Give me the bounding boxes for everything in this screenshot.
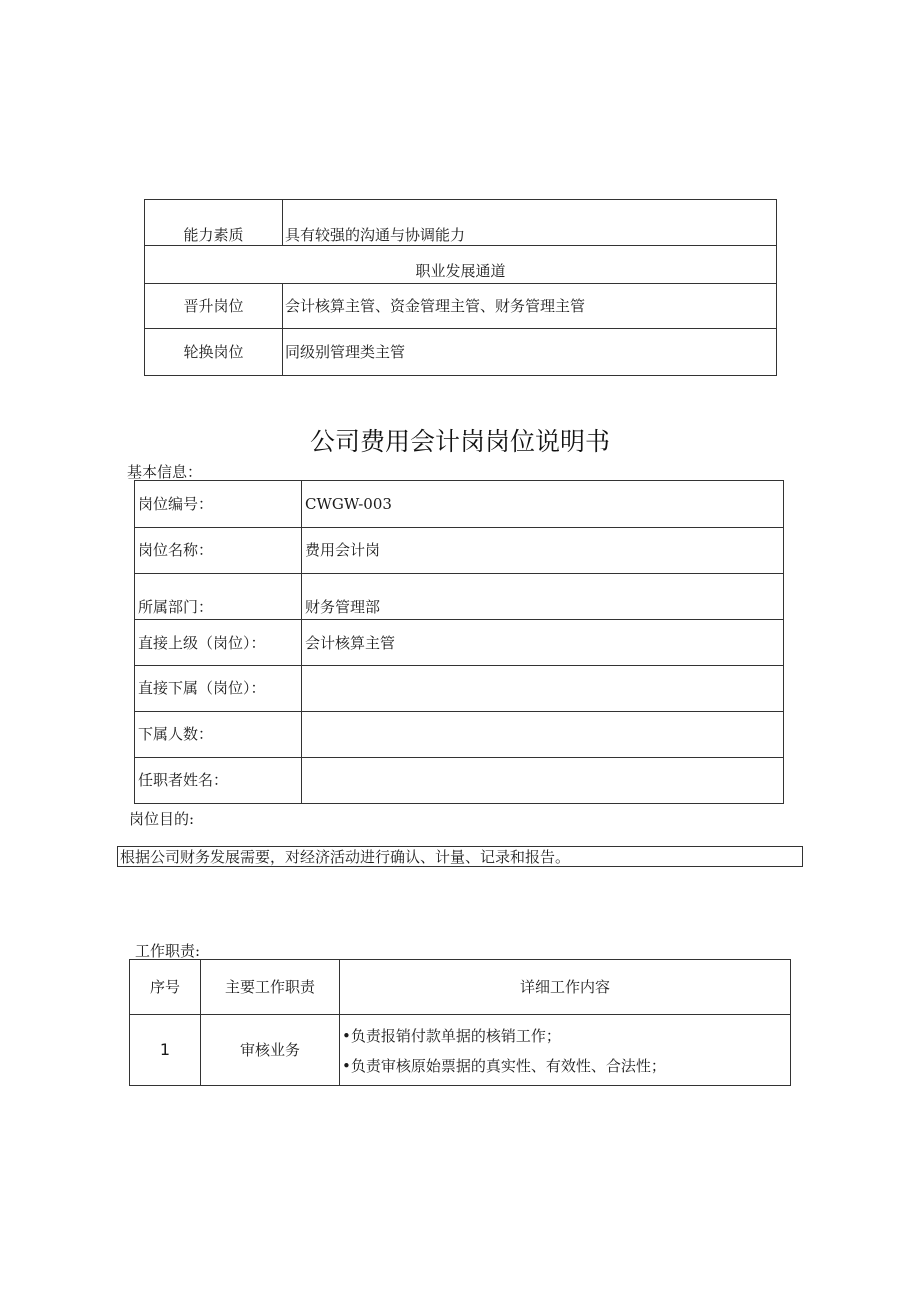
page-title: 公司费用会计岗岗位说明书 (309, 427, 610, 456)
table-header-row (130, 960, 791, 1015)
column-header: 详细工作内容 (340, 960, 791, 1015)
table-row (135, 481, 784, 528)
info-label: 任职者姓名： (135, 758, 302, 804)
purpose-text: 根据公司财务发展需要，对经济活动进行确认、计量、记录和报告。 (117, 846, 803, 867)
info-label: 岗位名称： (135, 528, 302, 574)
info-label: 所属部门： (135, 574, 302, 620)
purpose-heading: 岗位目的: (129, 810, 195, 828)
duties-table (129, 959, 791, 1086)
duty-number: 1 (130, 1015, 201, 1086)
promotion-label: 晋升岗位 (145, 284, 283, 329)
table-row (135, 528, 784, 574)
info-label: 直接下属（岗位）： (135, 666, 302, 712)
rotation-label: 轮换岗位 (145, 329, 283, 376)
duty-details (340, 1015, 791, 1086)
detail-item: •负责审核原始票据的真实性、有效性、合法性； (342, 1057, 666, 1075)
duty-title: 审核业务 (201, 1015, 340, 1086)
table-row (135, 620, 784, 666)
table-row (135, 666, 784, 712)
rotation-value: 同级别管理类主管 (283, 329, 777, 376)
info-label: 岗位编号： (135, 481, 302, 528)
info-label: 直接上级（岗位）： (135, 620, 302, 666)
career-table (144, 199, 777, 376)
career-header: 职业发展通道 (145, 246, 777, 284)
info-label: 下属人数： (135, 712, 302, 758)
info-value (302, 666, 784, 712)
column-header: 序号 (130, 960, 201, 1015)
table-row (135, 574, 784, 620)
ability-label: 能力素质 (145, 200, 283, 246)
table-row (135, 712, 784, 758)
basic-info-heading: 基本信息： (127, 463, 203, 481)
detail-item: •负责报销付款单据的核销工作； (342, 1027, 561, 1045)
ability-value: 具有较强的沟通与协调能力 (283, 200, 777, 246)
basic-info-table (134, 480, 784, 804)
info-value (302, 712, 784, 758)
duties-heading: 工作职责: (135, 942, 201, 960)
info-value: 费用会计岗 (302, 528, 784, 574)
table-row (135, 758, 784, 804)
info-value: 会计核算主管 (302, 620, 784, 666)
info-value: 财务管理部 (302, 574, 784, 620)
info-value (302, 758, 784, 804)
info-value: CWGW-003 (302, 481, 784, 528)
column-header: 主要工作职责 (201, 960, 340, 1015)
table-row (130, 1015, 791, 1086)
promotion-value: 会计核算主管、资金管理主管、财务管理主管 (283, 284, 777, 329)
